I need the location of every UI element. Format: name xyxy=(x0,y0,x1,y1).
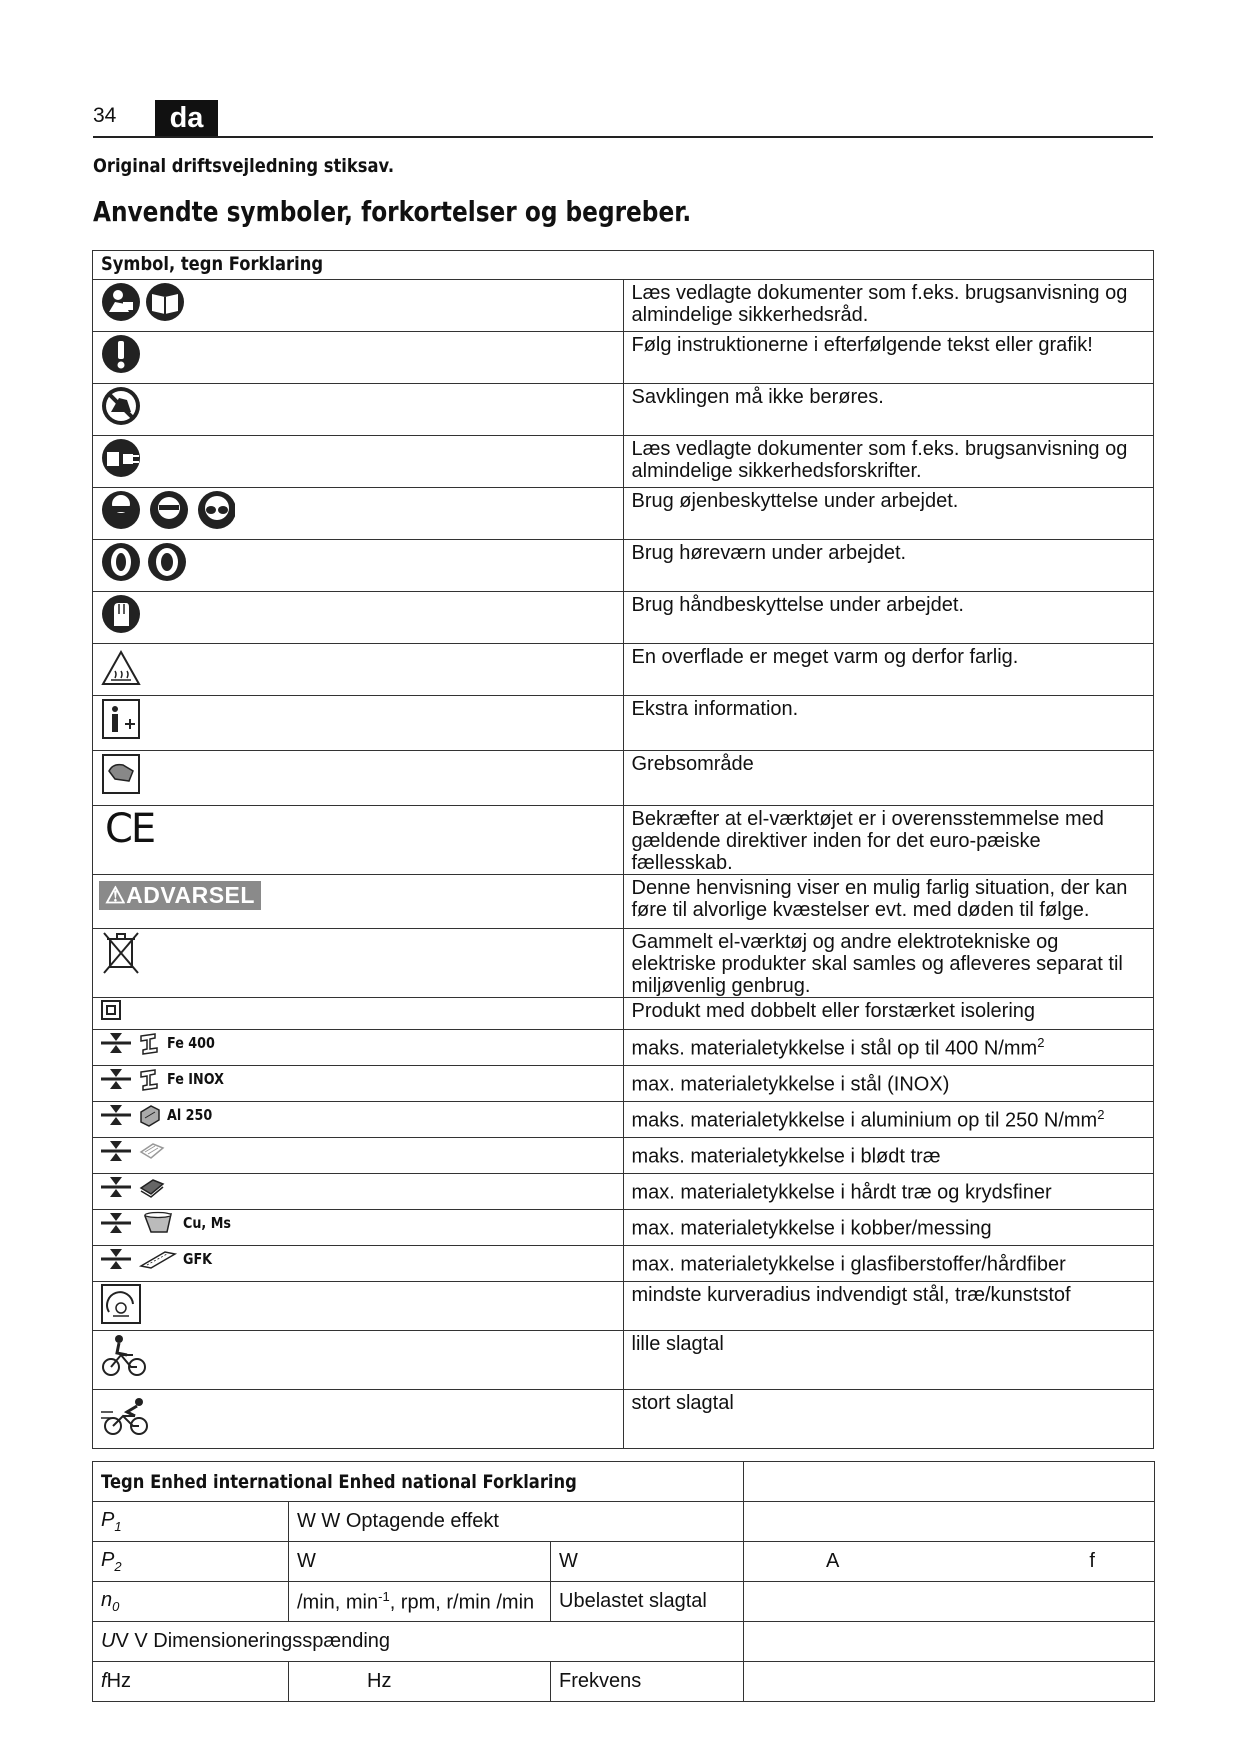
material-label: Fe INOX xyxy=(167,1070,224,1088)
table-row xyxy=(93,592,1154,644)
table-row xyxy=(93,1582,1155,1622)
row-text: En overflade er meget varm og derfor farlig. xyxy=(623,644,1154,696)
thickness-icon xyxy=(99,1174,133,1200)
curve-radius-icon xyxy=(99,1282,143,1326)
table-row xyxy=(93,1331,1154,1390)
unit-cell: W xyxy=(289,1542,551,1582)
row-text: Grebsområde xyxy=(623,751,1154,806)
bicycle-fast-icon xyxy=(99,1390,155,1440)
document-subtitle: Original driftsvejledning stiksav. xyxy=(93,155,395,177)
symbol-cell: $P_2$ xyxy=(93,1542,289,1582)
table-row xyxy=(93,1066,1154,1102)
row-text: maks. materialetykkelse i stål op til 400 $N/mm^2$ xyxy=(623,1030,1154,1066)
steel-profile-icon xyxy=(137,1030,163,1056)
thickness-icon xyxy=(99,1138,133,1164)
grip-area-icon xyxy=(99,751,143,797)
table-row xyxy=(93,806,1154,875)
exclamation-icon xyxy=(99,332,143,376)
symbols-table-header: Symbol, tegn Forklaring xyxy=(93,251,1154,280)
row-text: Læs vedlagte dokumenter som f.eks. brugsanvisning og almindelige sikkerhedsforskrifter. xyxy=(623,436,1154,488)
units-table xyxy=(92,1461,1155,1702)
unit-national-cell: W xyxy=(551,1542,744,1582)
table-row xyxy=(93,540,1154,592)
material-label: Fe 400 xyxy=(167,1034,215,1052)
table-row xyxy=(93,1102,1154,1138)
table-row xyxy=(93,998,1154,1030)
table-row xyxy=(93,436,1154,488)
row-text: Gammelt el-værktøj og andre elektrotekniske og elektriske produkter skal samles og afleveres separat til miljøvenlig genbrug. xyxy=(623,929,1154,998)
row-text: Ekstra information. xyxy=(623,696,1154,751)
steel-profile-icon xyxy=(137,1066,163,1092)
warning-badge: ⚠ADVARSEL xyxy=(99,881,261,910)
table-row xyxy=(93,1174,1154,1210)
row-text: Denne henvisning viser en mulig farlig situation, der kan føre til alvorlige kvæstelser evt. med døden til følge. xyxy=(623,875,1154,929)
table-row xyxy=(93,1282,1154,1331)
table-row xyxy=(93,332,1154,384)
row-text: Bekræfter at el-værktøjet er i overensstemmelse med gældende direktiver inden for det euro-pæiske fællesskab. xyxy=(623,806,1154,875)
unit-cell: W W Optagende effekt xyxy=(289,1502,744,1542)
table-row xyxy=(93,1210,1154,1246)
table-row xyxy=(93,929,1154,998)
thickness-icon xyxy=(99,1030,133,1056)
row-text: max. materialetykkelse i stål (INOX) xyxy=(623,1066,1154,1102)
language-badge: da xyxy=(155,100,218,137)
table-row xyxy=(93,280,1154,332)
table-row xyxy=(93,751,1154,806)
ce-mark: CE xyxy=(105,806,155,852)
table-row xyxy=(93,1030,1154,1066)
header-rule xyxy=(93,136,1153,138)
table-row xyxy=(93,644,1154,696)
bicycle-slow-icon xyxy=(99,1331,149,1381)
row-text: Følg instruktionerne i efterfølgende tekst eller grafik! xyxy=(623,332,1154,384)
row-text: Savklingen må ikke berøres. xyxy=(623,384,1154,436)
fiberglass-icon xyxy=(137,1246,179,1272)
glove-icon xyxy=(99,592,143,636)
table-row xyxy=(93,1138,1154,1174)
extra-cell xyxy=(744,1502,1155,1542)
extra-cell xyxy=(744,1622,1155,1662)
material-label: GFK xyxy=(183,1250,213,1268)
unplug-icon xyxy=(99,436,143,480)
no-touch-blade-icon xyxy=(99,384,143,428)
row-text: maks. materialetykkelse i blødt træ xyxy=(623,1138,1154,1174)
material-label: Cu, Ms xyxy=(183,1214,231,1232)
table-row xyxy=(93,875,1154,929)
row-text: Produkt med dobbelt eller forstærket isolering xyxy=(623,998,1154,1030)
ear-protection-icon xyxy=(99,540,189,584)
row-text: max. materialetykkelse i hårdt træ og krydsfiner xyxy=(623,1174,1154,1210)
hot-surface-icon xyxy=(99,644,143,688)
row-text: stort slagtal xyxy=(623,1390,1154,1449)
thickness-icon xyxy=(99,1210,133,1236)
symbol-cell: $P_1$ xyxy=(93,1502,289,1542)
units-table-header-row xyxy=(93,1462,1155,1502)
symbol-cell: UV V Dimensioneringsspænding xyxy=(93,1622,744,1662)
thickness-icon xyxy=(99,1246,133,1272)
table-row xyxy=(93,1502,1155,1542)
row-text: max. materialetykkelse i glasfiberstoffer/hårdfiber xyxy=(623,1246,1154,1282)
row-text: Læs vedlagte dokumenter som f.eks. brugsanvisning og almindelige sikkerhedsråd. xyxy=(623,280,1154,332)
table-row xyxy=(93,488,1154,540)
unit-cell: Hz xyxy=(289,1662,551,1702)
table-row xyxy=(93,1246,1154,1282)
extra-cell xyxy=(744,1582,1155,1622)
softwood-icon xyxy=(137,1138,167,1164)
copper-tube-icon xyxy=(137,1210,179,1236)
table-row xyxy=(93,696,1154,751)
row-text: lille slagtal xyxy=(623,1331,1154,1390)
row-text: Brug håndbeskyttelse under arbejdet. xyxy=(623,592,1154,644)
table-row xyxy=(93,384,1154,436)
unit-cell: /min, $\min^{-1}$, rpm, r/min /min xyxy=(289,1582,551,1622)
table-row xyxy=(93,1390,1154,1449)
aluminium-icon xyxy=(137,1102,163,1128)
unit-national-cell: Ubelastet slagtal xyxy=(551,1582,744,1622)
read-manual-icon xyxy=(99,280,187,324)
table-row xyxy=(93,1622,1155,1662)
symbols-table xyxy=(92,250,1154,1449)
unit-national-cell: Frekvens xyxy=(551,1662,744,1702)
double-insulation-icon xyxy=(99,998,123,1022)
units-table-header: Tegn Enhed international Enhed national Forklaring xyxy=(93,1462,744,1502)
extra-cell xyxy=(744,1662,1155,1702)
row-text: max. materialetykkelse i kobber/messing xyxy=(623,1210,1154,1246)
info-icon xyxy=(99,696,143,742)
thickness-icon xyxy=(99,1066,133,1092)
extra-cell: A f xyxy=(744,1542,1155,1582)
symbol-cell: fHz xyxy=(93,1662,289,1702)
weee-bin-icon xyxy=(99,929,143,977)
document-title: Anvendte symboler, forkortelser og begreber. xyxy=(93,195,692,228)
hardwood-icon xyxy=(137,1174,167,1200)
material-label: Al 250 xyxy=(167,1106,213,1124)
eye-protection-icon xyxy=(99,488,235,532)
row-text: maks. materialetykkelse i aluminium op til 250 $N/mm^2$ xyxy=(623,1102,1154,1138)
row-text: mindste kurveradius indvendigt stål, træ/kunststof xyxy=(623,1282,1154,1331)
row-text: Brug høreværn under arbejdet. xyxy=(623,540,1154,592)
page-number: 34 xyxy=(93,104,117,127)
symbol-cell: $n_0$ xyxy=(93,1582,289,1622)
row-text: Brug øjenbeskyttelse under arbejdet. xyxy=(623,488,1154,540)
table-row xyxy=(93,1542,1155,1582)
table-row xyxy=(93,1662,1155,1702)
thickness-icon xyxy=(99,1102,133,1128)
